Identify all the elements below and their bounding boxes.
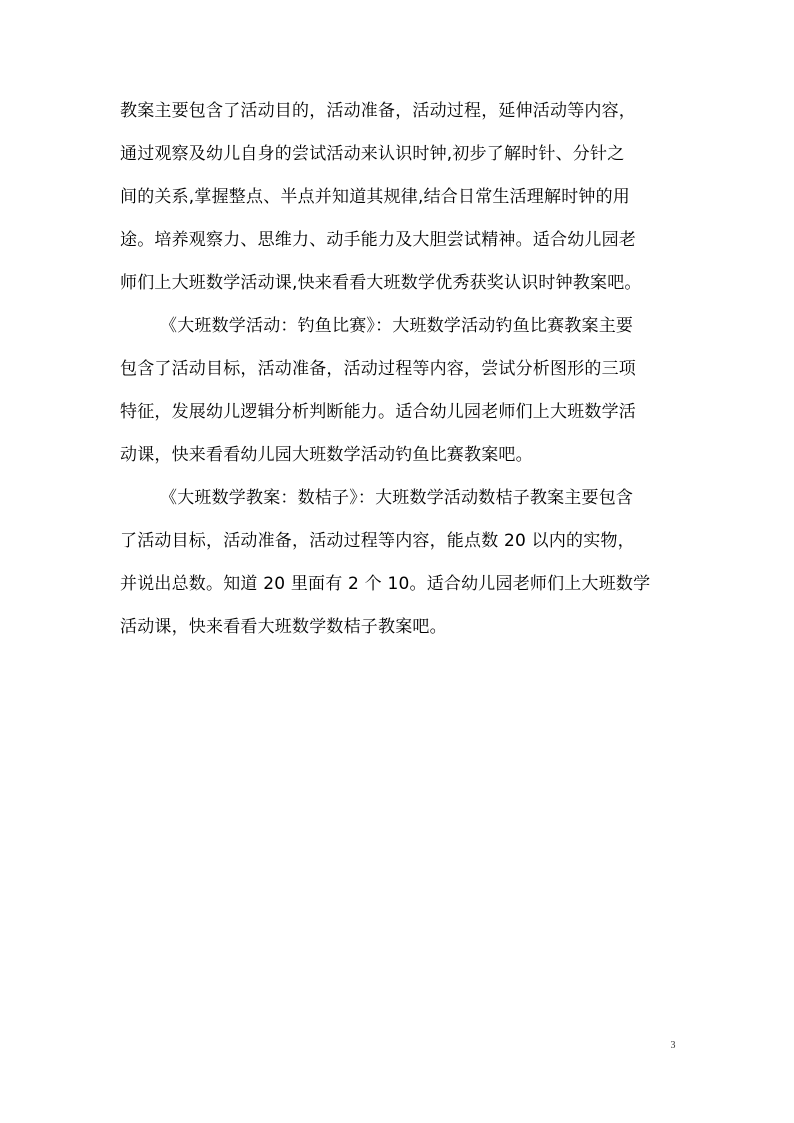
text-line: 动课，快来看看幼儿园大班数学活动钓鱼比赛教案吧。	[120, 445, 533, 465]
text-line: 特征，发展幼儿逻辑分析判断能力。适合幼儿园老师们上大班数学活	[120, 402, 636, 422]
text-line: 通过观察及幼儿自身的尝试活动来认识时钟,初步了解时针、分针之	[120, 144, 625, 164]
text-line: 并说出总数。知道 20 里面有 2 个 10。适合幼儿园老师们上大班数学	[120, 574, 651, 594]
text-line: 教案主要包含了活动目的，活动准备，活动过程，延伸活动等内容，	[120, 101, 636, 121]
text-line: 间的关系,掌握整点、半点并知道其规律,结合日常生活理解时钟的用	[120, 187, 631, 207]
paragraph-counting-oranges	[120, 477, 680, 649]
document-body	[120, 90, 680, 649]
text-line: 《大班数学活动：钓鱼比赛》：大班数学活动钓鱼比赛教案主要	[160, 316, 634, 336]
text-line: 活动课，快来看看大班数学数桔子教案吧。	[120, 617, 447, 637]
paragraph-fishing-contest	[120, 305, 680, 477]
text-line: 包含了活动目标，活动准备，活动过程等内容，尝试分析图形的三项	[120, 359, 636, 379]
text-line: 了活动目标，活动准备，活动过程等内容，能点数 20 以内的实物，	[120, 531, 635, 551]
text-line: 途。培养观察力、思维力、动手能力及大胆尝试精神。适合幼儿园老	[120, 230, 636, 250]
text-line: 《大班数学教案：数桔子》：大班数学活动数桔子教案主要包含	[160, 488, 634, 508]
paragraph-clock-lesson	[120, 90, 680, 305]
text-line: 师们上大班数学活动课,快来看看大班数学优秀获奖认识时钟教案吧。	[120, 273, 642, 293]
page-number: 3	[670, 1040, 676, 1051]
